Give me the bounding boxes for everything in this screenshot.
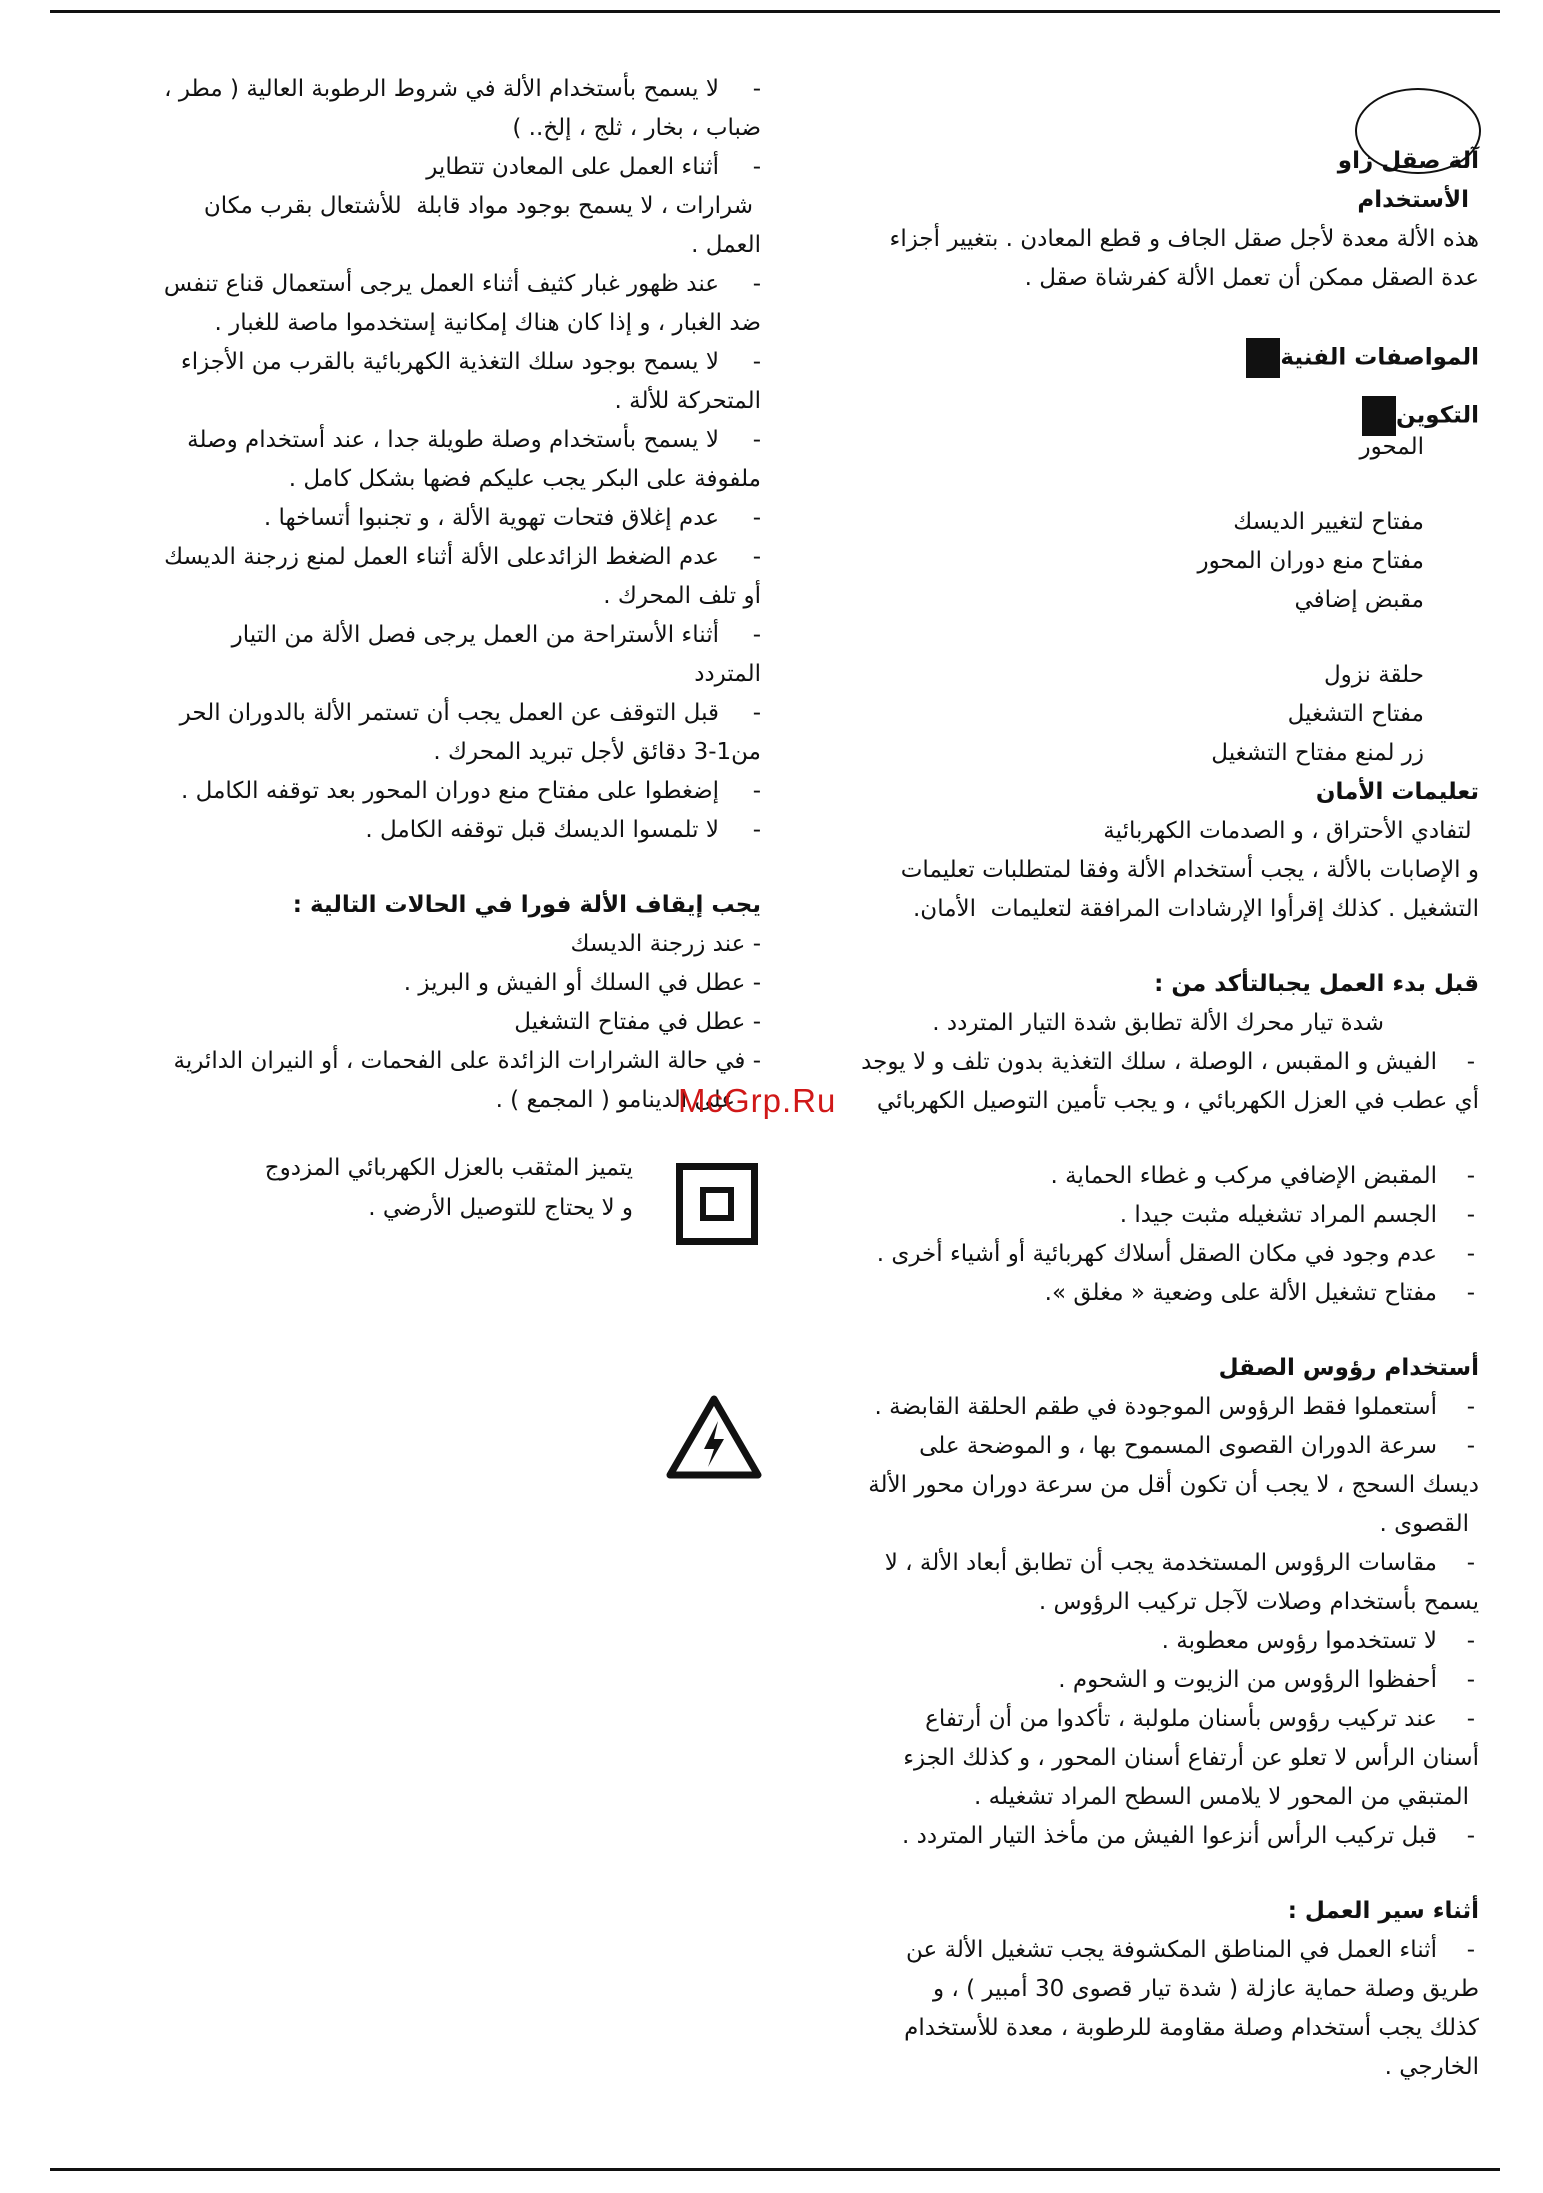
left-item: - لا تلمسوا الديسك قبل توقفه الكامل . xyxy=(71,811,761,850)
config-item: مقبض إضافي xyxy=(1294,587,1424,613)
left-item: - عدم الضغط الزائدعلى الألة أثناء العمل لمنع زرجنة الديسك xyxy=(71,538,761,577)
safety-line: لتفادي الأحتراق ، و الصدمات الكهربائية xyxy=(1103,818,1479,844)
safety-line: التشغيل . كذلك إقرأوا الإرشادات المرافقة لتعليمات الأمان. xyxy=(913,896,1479,922)
left-item: - أثناء العمل على المعادن تتطاير xyxy=(71,148,761,187)
left-item: - لا يسمح بأستخدام وصلة طويلة جدا ، عند أستخدام وصلة xyxy=(71,421,761,460)
before-item: - مفتاح تشغيل الألة على وضعية « مغلق ». xyxy=(799,1274,1479,1313)
heads-item: - أحفظوا الرؤوس من الزيوت و الشحوم . xyxy=(799,1661,1479,1700)
before-item: - عدم وجود في مكان الصقل أسلاك كهربائية أو أشياء أخرى . xyxy=(799,1235,1479,1274)
before-heading: قبل بدء العمل يجبالتأكد من : xyxy=(1154,971,1479,997)
heads-item-cont: القصوى . xyxy=(1379,1511,1469,1537)
specs-heading: المواصفات الفنية xyxy=(799,338,1479,378)
stop-item: - في حالة الشرارات الزائدة على الفحمات ، أو النيران الدائرية xyxy=(173,1048,761,1074)
insulation-line: يتميز المثقب بالعزل الكهربائي المزدوج xyxy=(264,1155,633,1181)
heads-item-cont: المتبقي من المحور لا يلامس السطح المراد تشغيله . xyxy=(974,1784,1469,1810)
heads-item-cont: أسنان الرأس لا تعلو عن أرتفاع أسنان المحور ، و كذلك الجزء xyxy=(903,1745,1479,1771)
heads-item: - أستعملوا فقط الرؤوس الموجودة في طقم الحلقة القابضة . xyxy=(799,1388,1479,1427)
top-rule xyxy=(50,10,1500,13)
left-item-cont: أو تلف المحرك . xyxy=(603,583,761,609)
during-line: الخارجي . xyxy=(1384,2054,1479,2080)
before-line: - الفيش و المقبس ، الوصلة ، سلك التغذية بدون تلف و لا يوجد xyxy=(799,1043,1479,1082)
heads-item-cont: يسمح بأستخدام وصلات لآجل تركيب الرؤوس . xyxy=(1038,1589,1479,1615)
left-item-cont: المتحركة للألة . xyxy=(614,388,761,414)
heads-item: - سرعة الدوران القصوى المسموح بها ، و الموضحة على xyxy=(799,1427,1479,1466)
left-item-cont: ضد الغبار ، و إذا كان هناك إمكانية إستخدموا ماصة للغبار . xyxy=(214,310,761,336)
before-item: - المقبض الإضافي مركب و غطاء الحماية . xyxy=(799,1157,1479,1196)
left-item: - لا يسمح بأستخدام الألة في شروط الرطوبة العالية ( مطر ، xyxy=(71,70,761,109)
use-line-2: عدة الصقل ممكن أن تعمل الألة كفرشاة صقل . xyxy=(1024,265,1479,291)
safety-line: و الإصابات بالألة ، يجب أستخدام الألة وفقا لمتطلبات تعليمات xyxy=(900,857,1479,883)
bottom-rule xyxy=(50,2168,1500,2171)
left-item: - لا يسمح بوجود سلك التغذية الكهربائية بالقرب من الأجزاء xyxy=(71,343,761,382)
stop-heading: يجب إيقاف الألة فورا في الحالات التالية : xyxy=(292,892,761,918)
during-heading: أثناء سير العمل : xyxy=(1287,1898,1479,1924)
during-line: طريق وصلة حماية عازلة ( شدة تيار قصوى 30 أمبير ) ، و xyxy=(932,1976,1479,2002)
insulation-note xyxy=(133,1148,633,1228)
during-line: - أثناء العمل في المناطق المكشوفة يجب تشغيل الألة عن xyxy=(799,1931,1479,1970)
config-item: المحور xyxy=(1359,434,1424,460)
doc-title: آلة صقل زاو xyxy=(1337,148,1479,174)
left-item-cont: شرارات ، لا يسمح بوجود مواد قابلة للأشتعال بقرب مكان xyxy=(203,193,753,219)
stop-item: - عطل في السلك أو الفيش و البريز . xyxy=(403,970,761,996)
safety-heading: تعليمات الأمان xyxy=(1315,779,1479,805)
stop-item: - عطل في مفتاح التشغيل xyxy=(514,1009,761,1035)
config-item: زر لمنع مفتاح التشغيل xyxy=(1211,740,1424,766)
config-heading: التكوين xyxy=(799,396,1479,436)
before-item: - الجسم المراد تشغيله مثبت جيدا . xyxy=(799,1196,1479,1235)
left-item: - إضغطوا على مفتاح منع دوران المحور بعد توقفه الكامل . xyxy=(71,772,761,811)
config-item: مفتاح لتغيير الديسك xyxy=(1233,509,1424,535)
left-item: - عند ظهور غبار كثيف أثناء العمل يرجى أستعمال قناع تنفس xyxy=(71,265,761,304)
black-square-marker-icon xyxy=(1246,338,1280,378)
config-item: مفتاح التشغيل xyxy=(1287,701,1424,727)
left-item-cont: المتردد xyxy=(694,661,761,687)
insulation-line: و لا يحتاج للتوصيل الأرضي . xyxy=(368,1195,633,1221)
before-line: أي عطب في العزل الكهربائي ، و يجب تأمين التوصيل الكهربائي xyxy=(876,1088,1479,1114)
double-insulation-icon xyxy=(676,1163,758,1245)
left-item: - قبل التوقف عن العمل يجب أن تستمر الألة بالدوران الحر xyxy=(71,694,761,733)
left-item-cont: ضباب ، بخار ، ثلج ، إلخ.. ) xyxy=(512,115,761,141)
left-item-cont: العمل . xyxy=(691,232,761,258)
config-item: حلقة نزول xyxy=(1323,662,1424,688)
heads-heading: أستخدام رؤوس الصقل xyxy=(1218,1355,1479,1381)
left-column xyxy=(71,70,761,1120)
stop-item: - عند زرجنة الديسك xyxy=(570,931,761,957)
heads-item: - مقاسات الرؤوس المستخدمة يجب أن تطابق أبعاد الألة ، لا xyxy=(799,1544,1479,1583)
use-heading: الأستخدام xyxy=(1357,187,1469,213)
before-line: شدة تيار محرك الألة تطابق شدة التيار المتردد . xyxy=(932,1010,1384,1036)
left-item: - أثناء الأستراحة من العمل يرجى فصل الألة من التيار xyxy=(71,616,761,655)
use-line-1: هذه الألة معدة لأجل صقل الجاف و قطع المعادن . بتغيير أجزاء xyxy=(889,226,1479,252)
heads-item-cont: ديسك السحج ، لا يجب أن تكون أقل من سرعة دوران محور الألة xyxy=(868,1472,1479,1498)
config-item: مفتاح منع دوران المحور xyxy=(1197,548,1424,574)
heads-item: - لا تستخدموا رؤوس معطوبة . xyxy=(799,1622,1479,1661)
high-voltage-warning-icon xyxy=(666,1395,762,1479)
during-line: كذلك يجب أستخدام وصلة مقاومة للرطوبة ، معدة للأستخدام xyxy=(904,2015,1479,2041)
left-item: - عدم إغلاق فتحات تهوية الألة ، و تجنبوا أتساخها . xyxy=(71,499,761,538)
left-item-cont: من1-3 دقائق لأجل تبريد المحرك . xyxy=(433,739,761,765)
heads-item: - قبل تركيب الرأس أنزعوا الفيش من مأخذ التيار المتردد . xyxy=(799,1817,1479,1856)
left-item-cont: ملفوفة على البكر يجب عليكم فضها بشكل كامل . xyxy=(288,466,761,492)
stop-item: على الدينامو ( المجمع ) . xyxy=(495,1087,735,1113)
right-column xyxy=(799,70,1479,2087)
watermark: McGrp.Ru xyxy=(678,1082,837,1119)
heads-item: - عند تركيب رؤوس بأسنان ملولبة ، تأكدوا من أن أرتفاع xyxy=(799,1700,1479,1739)
